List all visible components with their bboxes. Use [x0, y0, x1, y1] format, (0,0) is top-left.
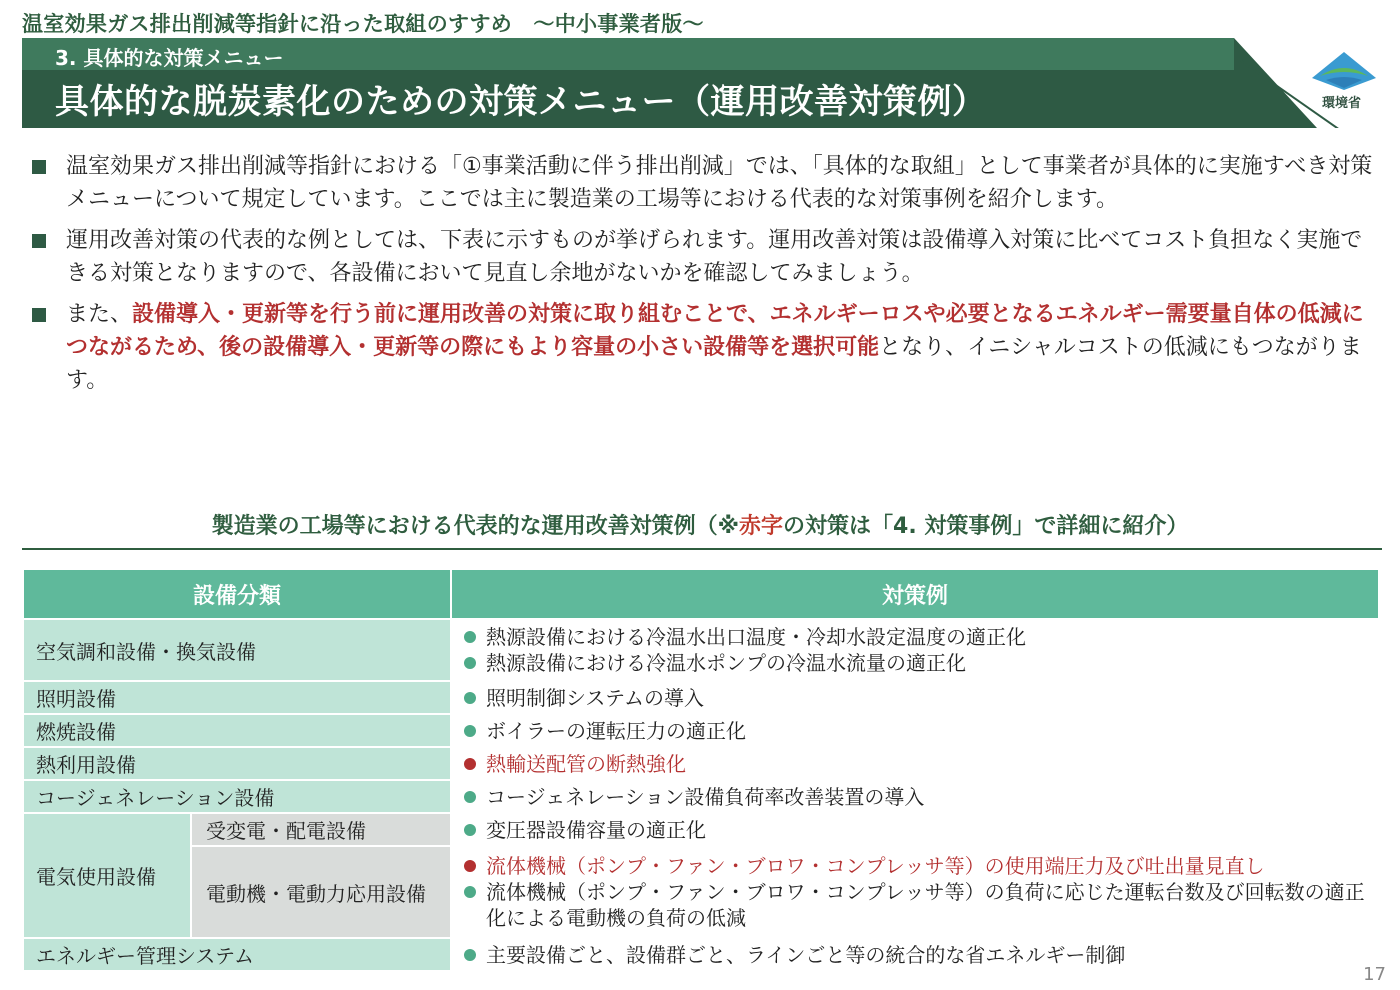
intro-bullets [32, 150, 1377, 405]
table-row [23, 780, 1379, 813]
category-cell: コージェネレーション設備 [23, 780, 451, 813]
dot-bullet-icon [464, 631, 476, 643]
measure-item: 主要設備ごと、設備群ごと、ラインごと等の統合的な省エネルギー制御 [464, 942, 1366, 968]
measure-cell [451, 780, 1379, 813]
table-row [23, 813, 1379, 846]
dot-bullet-icon [464, 949, 476, 961]
ministry-logo-label: 環境省 [1322, 96, 1362, 111]
category-cell: 熱利用設備 [23, 747, 451, 780]
measure-item: 熱源設備における冷温水出口温度・冷却水設定温度の適正化 [464, 624, 1366, 650]
dot-bullet-icon [464, 791, 476, 803]
table-row [23, 846, 1379, 938]
table-row [23, 938, 1379, 971]
category-cell: 照明設備 [23, 681, 451, 714]
measure-cell [451, 619, 1379, 681]
table-row [23, 714, 1379, 747]
category-cell: 電気使用設備 [23, 813, 191, 938]
dot-bullet-icon [464, 886, 476, 898]
page-title: 具体的な脱炭素化のための対策メニュー（運用改善対策例） [55, 82, 987, 122]
dot-bullet-icon [464, 758, 476, 770]
bullet-text: となり、イニシャルコストの低減にもつながります。 [66, 335, 1362, 393]
measure-item-highlighted: 流体機械（ポンプ・ファン・ブロワ・コンプレッサ等）の使用端圧力及び吐出量見直し [464, 853, 1366, 879]
measure-item: 変圧器設備容量の適正化 [464, 817, 1366, 843]
bullet-text: また、 [66, 302, 133, 327]
page-number: 17 [1363, 964, 1386, 985]
measure-item: 流体機械（ポンプ・ファン・ブロワ・コンプレッサ等）の負荷に応じた運転台数及び回転数の適正化による電動機の負荷の低減 [464, 879, 1366, 931]
header-category: 設備分類 [23, 569, 451, 619]
subcategory-cell: 電動機・電動力応用設備 [191, 846, 451, 938]
bullet-item [32, 224, 1377, 290]
table-caption: 製造業の工場等における代表的な運用改善対策例（※赤字の対策は「4. 対策事例」で詳細に紹介） [211, 514, 1189, 539]
table-header-row [23, 569, 1379, 619]
square-bullet-icon [32, 160, 46, 174]
measures-table [22, 568, 1380, 972]
table-row [23, 619, 1379, 681]
dot-bullet-icon [464, 692, 476, 704]
section-label: 3. 具体的な対策メニュー [55, 46, 284, 70]
dot-bullet-icon [464, 657, 476, 669]
table-row [23, 681, 1379, 714]
bullet-text: 運用改善対策の代表的な例としては、下表に示すものが挙げられます。運用改善対策は設備導入対策に比べてコスト負担なく実施できる対策となりますので、各設備において見直し余地がないかを確認してみましょう。 [66, 228, 1363, 286]
bullet-item [32, 150, 1377, 216]
measure-cell [451, 813, 1379, 846]
bullet-highlight-text: 設備導入・更新等を行う前に運用改善の対策に取り組むことで、エネルギーロスや必要となるエネルギー需要量自体の低減につながるため、後の設備導入・更新等の際にもより容量の小さい設備等を選択可能 [66, 302, 1364, 360]
table-row [23, 747, 1379, 780]
measure-cell [451, 846, 1379, 938]
document-title: 温室効果ガス排出削減等指針に沿った取組のすすめ ～中小事業者版～ [22, 12, 704, 36]
measure-item-highlighted: 熱輸送配管の断熱強化 [464, 751, 1366, 777]
caption-divider [22, 548, 1382, 550]
bullet-item [32, 298, 1377, 397]
dot-bullet-icon [464, 860, 476, 872]
category-cell: 空気調和設備・換気設備 [23, 619, 451, 681]
measure-cell [451, 938, 1379, 971]
category-cell: 燃焼設備 [23, 714, 451, 747]
bullet-text: 温室効果ガス排出削減等指針における「①事業活動に伴う排出削減」では、「具体的な取組」として事業者が具体的に実施すべき対策メニューについて規定しています。ここでは主に製造業の工場等における代表的な対策事例を紹介します。 [66, 154, 1373, 212]
measure-item: コージェネレーション設備負荷率改善装置の導入 [464, 784, 1366, 810]
measure-item: 照明制御システムの導入 [464, 685, 1366, 711]
square-bullet-icon [32, 234, 46, 248]
square-bullet-icon [32, 308, 46, 322]
measure-item: ボイラーの運転圧力の適正化 [464, 718, 1366, 744]
dot-bullet-icon [464, 824, 476, 836]
measure-cell [451, 681, 1379, 714]
measure-item: 熱源設備における冷温水ポンプの冷温水流量の適正化 [464, 650, 1366, 676]
header-measure: 対策例 [451, 569, 1379, 619]
category-cell: エネルギー管理システム [23, 938, 451, 971]
measure-cell [451, 714, 1379, 747]
subcategory-cell: 受変電・配電設備 [191, 813, 451, 846]
dot-bullet-icon [464, 725, 476, 737]
measure-cell [451, 747, 1379, 780]
